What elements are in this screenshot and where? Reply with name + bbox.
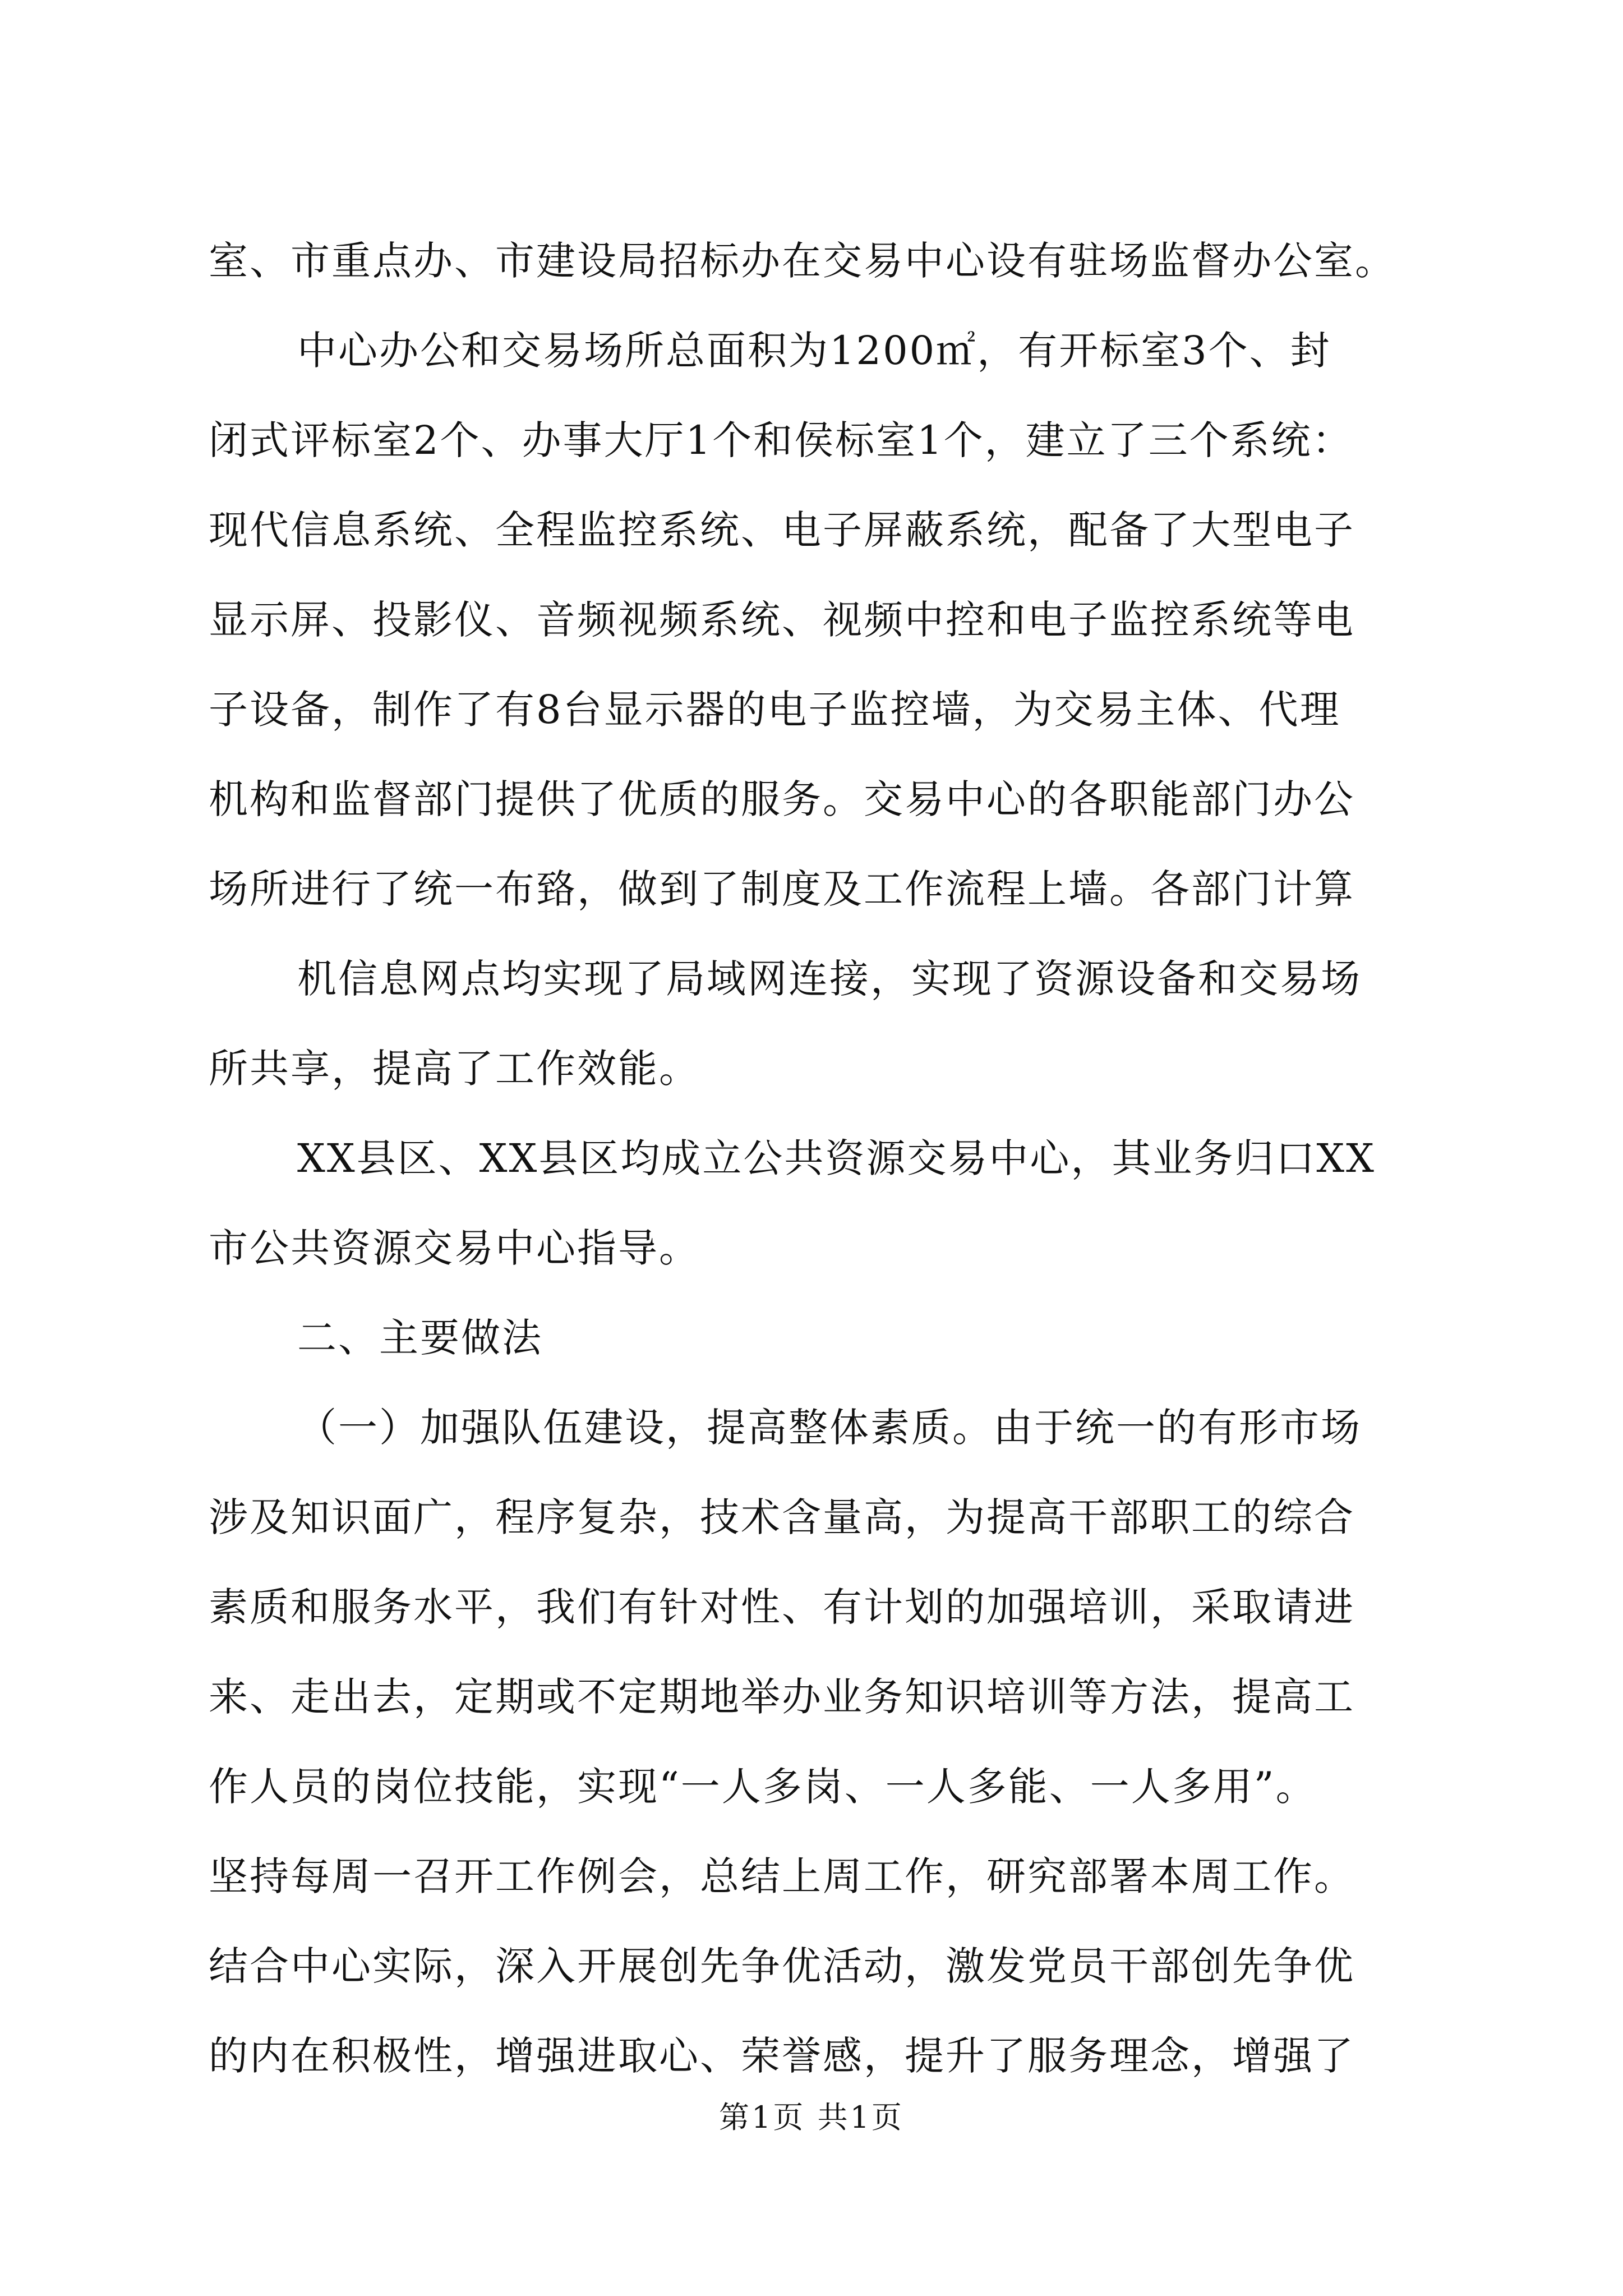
text-line: 结合中心实际，深入开展创先争优活动，激发党员干部创先争优 [209,1943,1355,1989]
text-line: XX县区、XX县区均成立公共资源交易中心，其业务归口XX [297,1135,1376,1181]
text-line: 场所进行了统一布臵，做到了制度及工作流程上墙。各部门计算 [209,866,1355,912]
text-line: 子设备，制作了有8台显示器的电子监控墙，为交易主体、代理 [209,687,1341,733]
text-line: 来、走出去，定期或不定期地举办业务知识培训等方法，提高工 [209,1674,1355,1720]
section-heading: 二、主要做法 [297,1315,543,1361]
text-line: 素质和服务水平，我们有针对性、有计划的加强培训，采取请进 [209,1584,1355,1630]
page-number: 第1页 共1页 [719,2100,904,2135]
text-line: 坚持每周一召开工作例会，总结上周工作，研究部署本周工作。 [209,1853,1355,1899]
text-line: 涉及知识面广，程序复杂，技术含量高，为提高干部职工的综合 [209,1494,1355,1540]
text-line: 机信息网点均实现了局域网连接，实现了资源设备和交易场 [297,956,1362,1002]
text-line: 室、市重点办、市建设局招标办在交易中心设有驻场监督办公室。 [209,238,1396,284]
text-line: 机构和监督部门提供了优质的服务。交易中心的各职能部门办公 [209,776,1355,822]
text-line: （一）加强队伍建设，提高整体素质。由于统一的有形市场 [297,1405,1362,1451]
text-line: 闭式评标室2个、办事大厅1个和侯标室1个，建立了三个系统： [209,417,1353,463]
text-line: 显示屏、投影仪、音频视频系统、视频中控和电子监控系统等电 [209,597,1355,643]
text-line: 市公共资源交易中心指导。 [209,1225,700,1271]
text-line: 作人员的岗位技能，实现“一人多岗、一人多能、一人多用”。 [209,1764,1317,1810]
text-line: 所共享，提高了工作效能。 [209,1046,700,1092]
text-line: 现代信息系统、全程监控系统、电子屏蔽系统，配备了大型电子 [209,507,1355,553]
text-line: 中心办公和交易场所总面积为1200㎡，有开标室3个、封 [297,328,1331,374]
text-line: 的内在积极性，增强进取心、荣誉感，提升了服务理念，增强了 [209,2033,1355,2079]
